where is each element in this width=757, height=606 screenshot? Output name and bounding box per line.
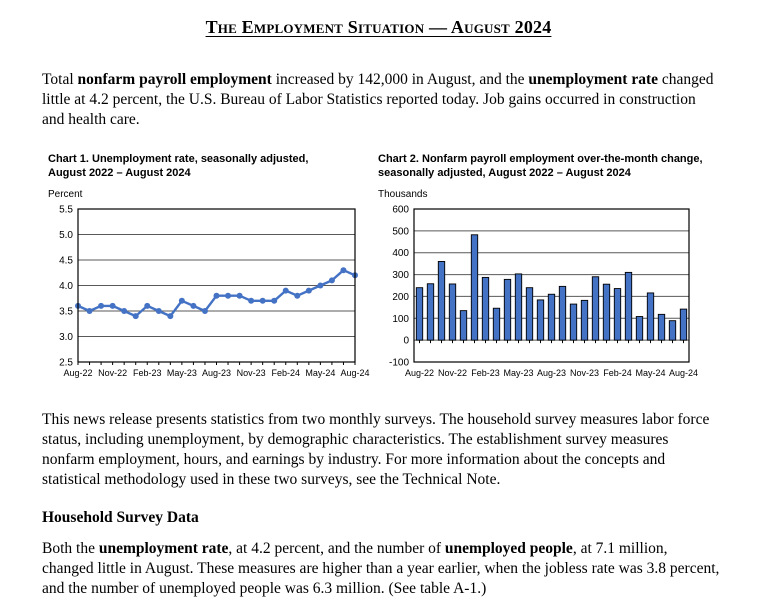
svg-text:May-23: May-23 xyxy=(166,368,197,378)
chart-1-title xyxy=(48,152,384,180)
svg-text:3.5: 3.5 xyxy=(59,306,73,318)
household-text: , at 7.1 million, changed little in August. These measures are higher than a year earlier, when the jobless rate was 3.8 percent, and the number of unemployed people was 6.3 million. (See table A-1.) xyxy=(42,540,720,597)
intro-text: Total xyxy=(42,71,78,88)
svg-text:2.5: 2.5 xyxy=(59,357,73,369)
svg-text:3.0: 3.0 xyxy=(59,332,73,343)
svg-text:Nov-22: Nov-22 xyxy=(437,368,468,378)
chart-1-title-line2: August 2022 – August 2024 xyxy=(48,167,191,179)
chart-2-title-line1: Chart 2. Nonfarm payroll employment over-the-month change, xyxy=(378,153,703,165)
svg-text:5.0: 5.0 xyxy=(59,230,73,241)
svg-text:Aug-22: Aug-22 xyxy=(63,368,93,378)
svg-text:Nov-23: Nov-23 xyxy=(236,368,266,378)
chart-2-unit-label: Thousands xyxy=(378,189,428,200)
intro-text: changed little at 4.2 percent, the U.S. Bureau of Labor Statistics reported today. Job gains occurred in construction and health care. xyxy=(42,71,714,128)
chart-2 xyxy=(378,152,714,381)
chart-2-title xyxy=(378,152,714,180)
svg-text:200: 200 xyxy=(392,291,409,303)
chart-1-canvas xyxy=(48,203,378,381)
svg-text:100: 100 xyxy=(392,313,409,325)
surveys-paragraph: This news release presents statistics from two monthly surveys. The household survey measures labor force status, including unemployment, by demographic characteristics. The establishment survey measures nonfarm employment, hours, and earnings by industry. For more information about the concepts and statistical methodology used in these two surveys, see the Technical Note. xyxy=(42,411,710,488)
svg-text:4.5: 4.5 xyxy=(59,255,73,267)
household-bold-unemployed-people: unemployed people xyxy=(444,540,573,557)
household-paragraph xyxy=(42,539,720,599)
svg-text:May-24: May-24 xyxy=(635,368,666,378)
svg-text:Nov-22: Nov-22 xyxy=(98,368,128,378)
svg-text:4.0: 4.0 xyxy=(59,281,73,292)
svg-text:-100: -100 xyxy=(388,357,409,369)
chart-1-title-line1: Chart 1. Unemployment rate, seasonally adjusted, xyxy=(48,153,309,165)
svg-text:5.5: 5.5 xyxy=(59,204,73,216)
svg-text:300: 300 xyxy=(392,270,409,282)
svg-text:May-23: May-23 xyxy=(503,368,534,378)
household-survey-heading: Household Survey Data xyxy=(42,509,199,526)
svg-text:Aug-23: Aug-23 xyxy=(201,368,232,378)
svg-text:Nov-23: Nov-23 xyxy=(569,368,600,378)
intro-paragraph xyxy=(42,70,720,130)
chart-1-unit-label: Percent xyxy=(48,189,83,200)
svg-text:Feb-24: Feb-24 xyxy=(271,368,301,378)
svg-text:Aug-22: Aug-22 xyxy=(404,368,435,378)
chart-2-canvas xyxy=(378,203,714,381)
svg-text:400: 400 xyxy=(392,248,409,260)
svg-text:Aug-24: Aug-24 xyxy=(668,368,699,378)
intro-bold-unemployment-rate: unemployment rate xyxy=(528,71,658,88)
household-text: , at 4.2 percent, and the number of xyxy=(228,540,445,557)
household-bold-unemployment-rate: unemployment rate xyxy=(98,540,229,557)
svg-text:Feb-23: Feb-23 xyxy=(471,368,500,378)
svg-text:Aug-24: Aug-24 xyxy=(340,368,370,378)
svg-text:600: 600 xyxy=(392,204,409,216)
svg-text:Feb-23: Feb-23 xyxy=(132,368,162,378)
household-text: Both the xyxy=(42,540,99,557)
chart-2-title-line2: seasonally adjusted, August 2022 – August 2024 xyxy=(378,167,631,179)
intro-bold-nonfarm: nonfarm payroll employment xyxy=(77,71,272,88)
svg-text:500: 500 xyxy=(392,226,409,238)
intro-text: increased by 142,000 in August, and the xyxy=(271,71,529,88)
svg-text:Feb-24: Feb-24 xyxy=(603,368,632,378)
svg-text:Aug-23: Aug-23 xyxy=(536,368,567,378)
document-title: The Employment Situation — August 2024 xyxy=(205,17,552,37)
chart-1 xyxy=(48,152,384,381)
svg-text:0: 0 xyxy=(403,335,409,347)
svg-text:May-24: May-24 xyxy=(305,368,336,378)
